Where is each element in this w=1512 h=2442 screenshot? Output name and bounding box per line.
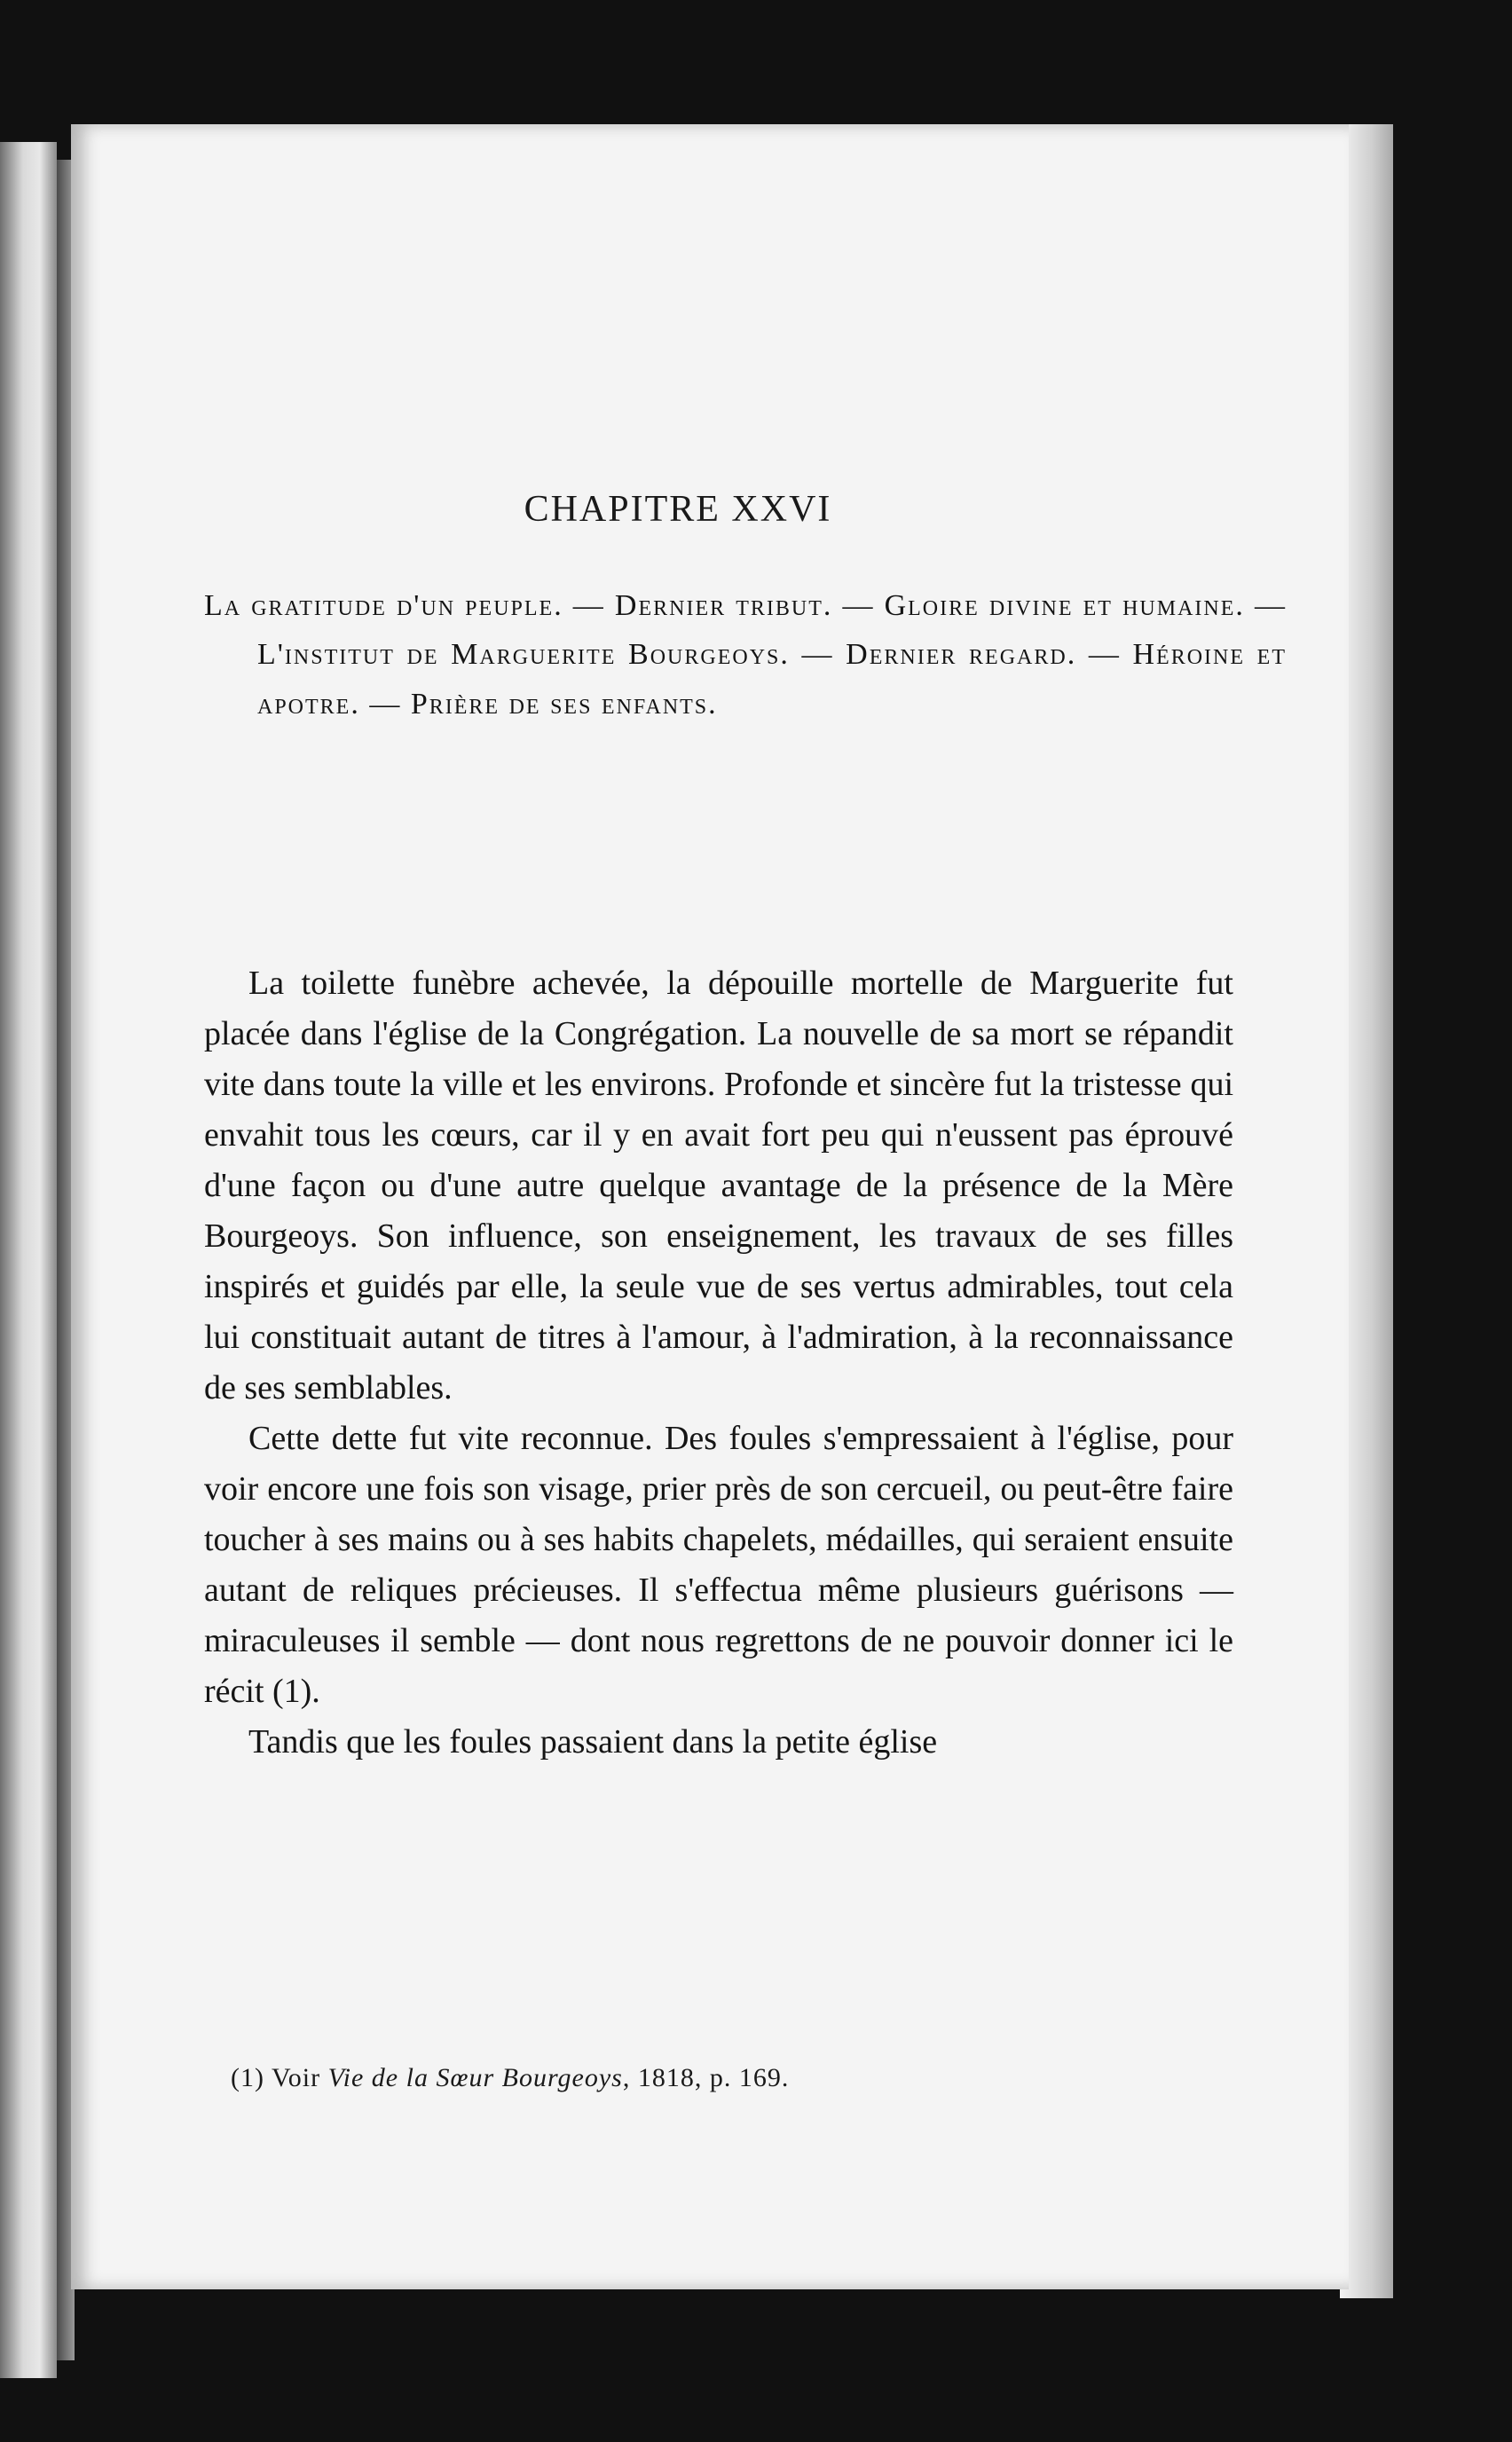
facing-page-edge: [0, 142, 57, 2378]
footnote-title: Vie de la Sœur Bourgeoys: [327, 2063, 623, 2092]
body-text: [204, 958, 1233, 1768]
paragraph-3: Tandis que les foules passaient dans la petite église: [248, 1723, 938, 1761]
chapter-summary: La gratitude d'un peuple. — Dernier tribut. — Gloire divine et humaine. — L'institut de Marguerite Bourgeoys. — Dernier regard. — Héroine et apotre. — Prière de ses enfants.: [204, 589, 1287, 721]
paragraph-2: Cette dette fut vite reconnue. Des foules s'empressaient à l'église, pour voir encore une fois son visage, prier près de son cercueil, ou peut-être faire toucher à ses mains ou à ses habits chapelets, médailles, qui seraient ensuite autant de reliques précieuses. Il s'effectua même plusieurs guérisons — miraculeuses il semble — dont nous regrettons de ne pouvoir donner ici le récit (1).: [204, 1420, 1233, 1710]
chapter-title: CHAPITRE XXVI: [524, 489, 832, 530]
footnote-rest: , 1818, p. 169.: [622, 2063, 790, 2092]
paragraph-1: La toilette funèbre achevée, la dépouille mortelle de Marguerite fut placée dans l'église de la Congrégation. La nouvelle de sa mort se répandit vite dans toute la ville et les environs. Profonde et sincère fut la tristesse qui envahit tous les cœurs, car il y en avait fort peu qui n'eussent pas éprouvé d'une façon ou d'une autre quelque avantage de la présence de la Mère Bourgeoys. Son influence, son enseignement, les travaux de ses filles inspirés et guidés par elle, la seule vue de ses vertus admirables, tout cela lui constituait autant de titres à l'amour, à l'admiration, à la reconnaissance de ses semblables.: [204, 965, 1233, 1406]
footnote: [231, 2063, 1207, 2093]
footnote-marker: (1) Voir: [231, 2063, 328, 2092]
book-page: [71, 124, 1349, 2289]
